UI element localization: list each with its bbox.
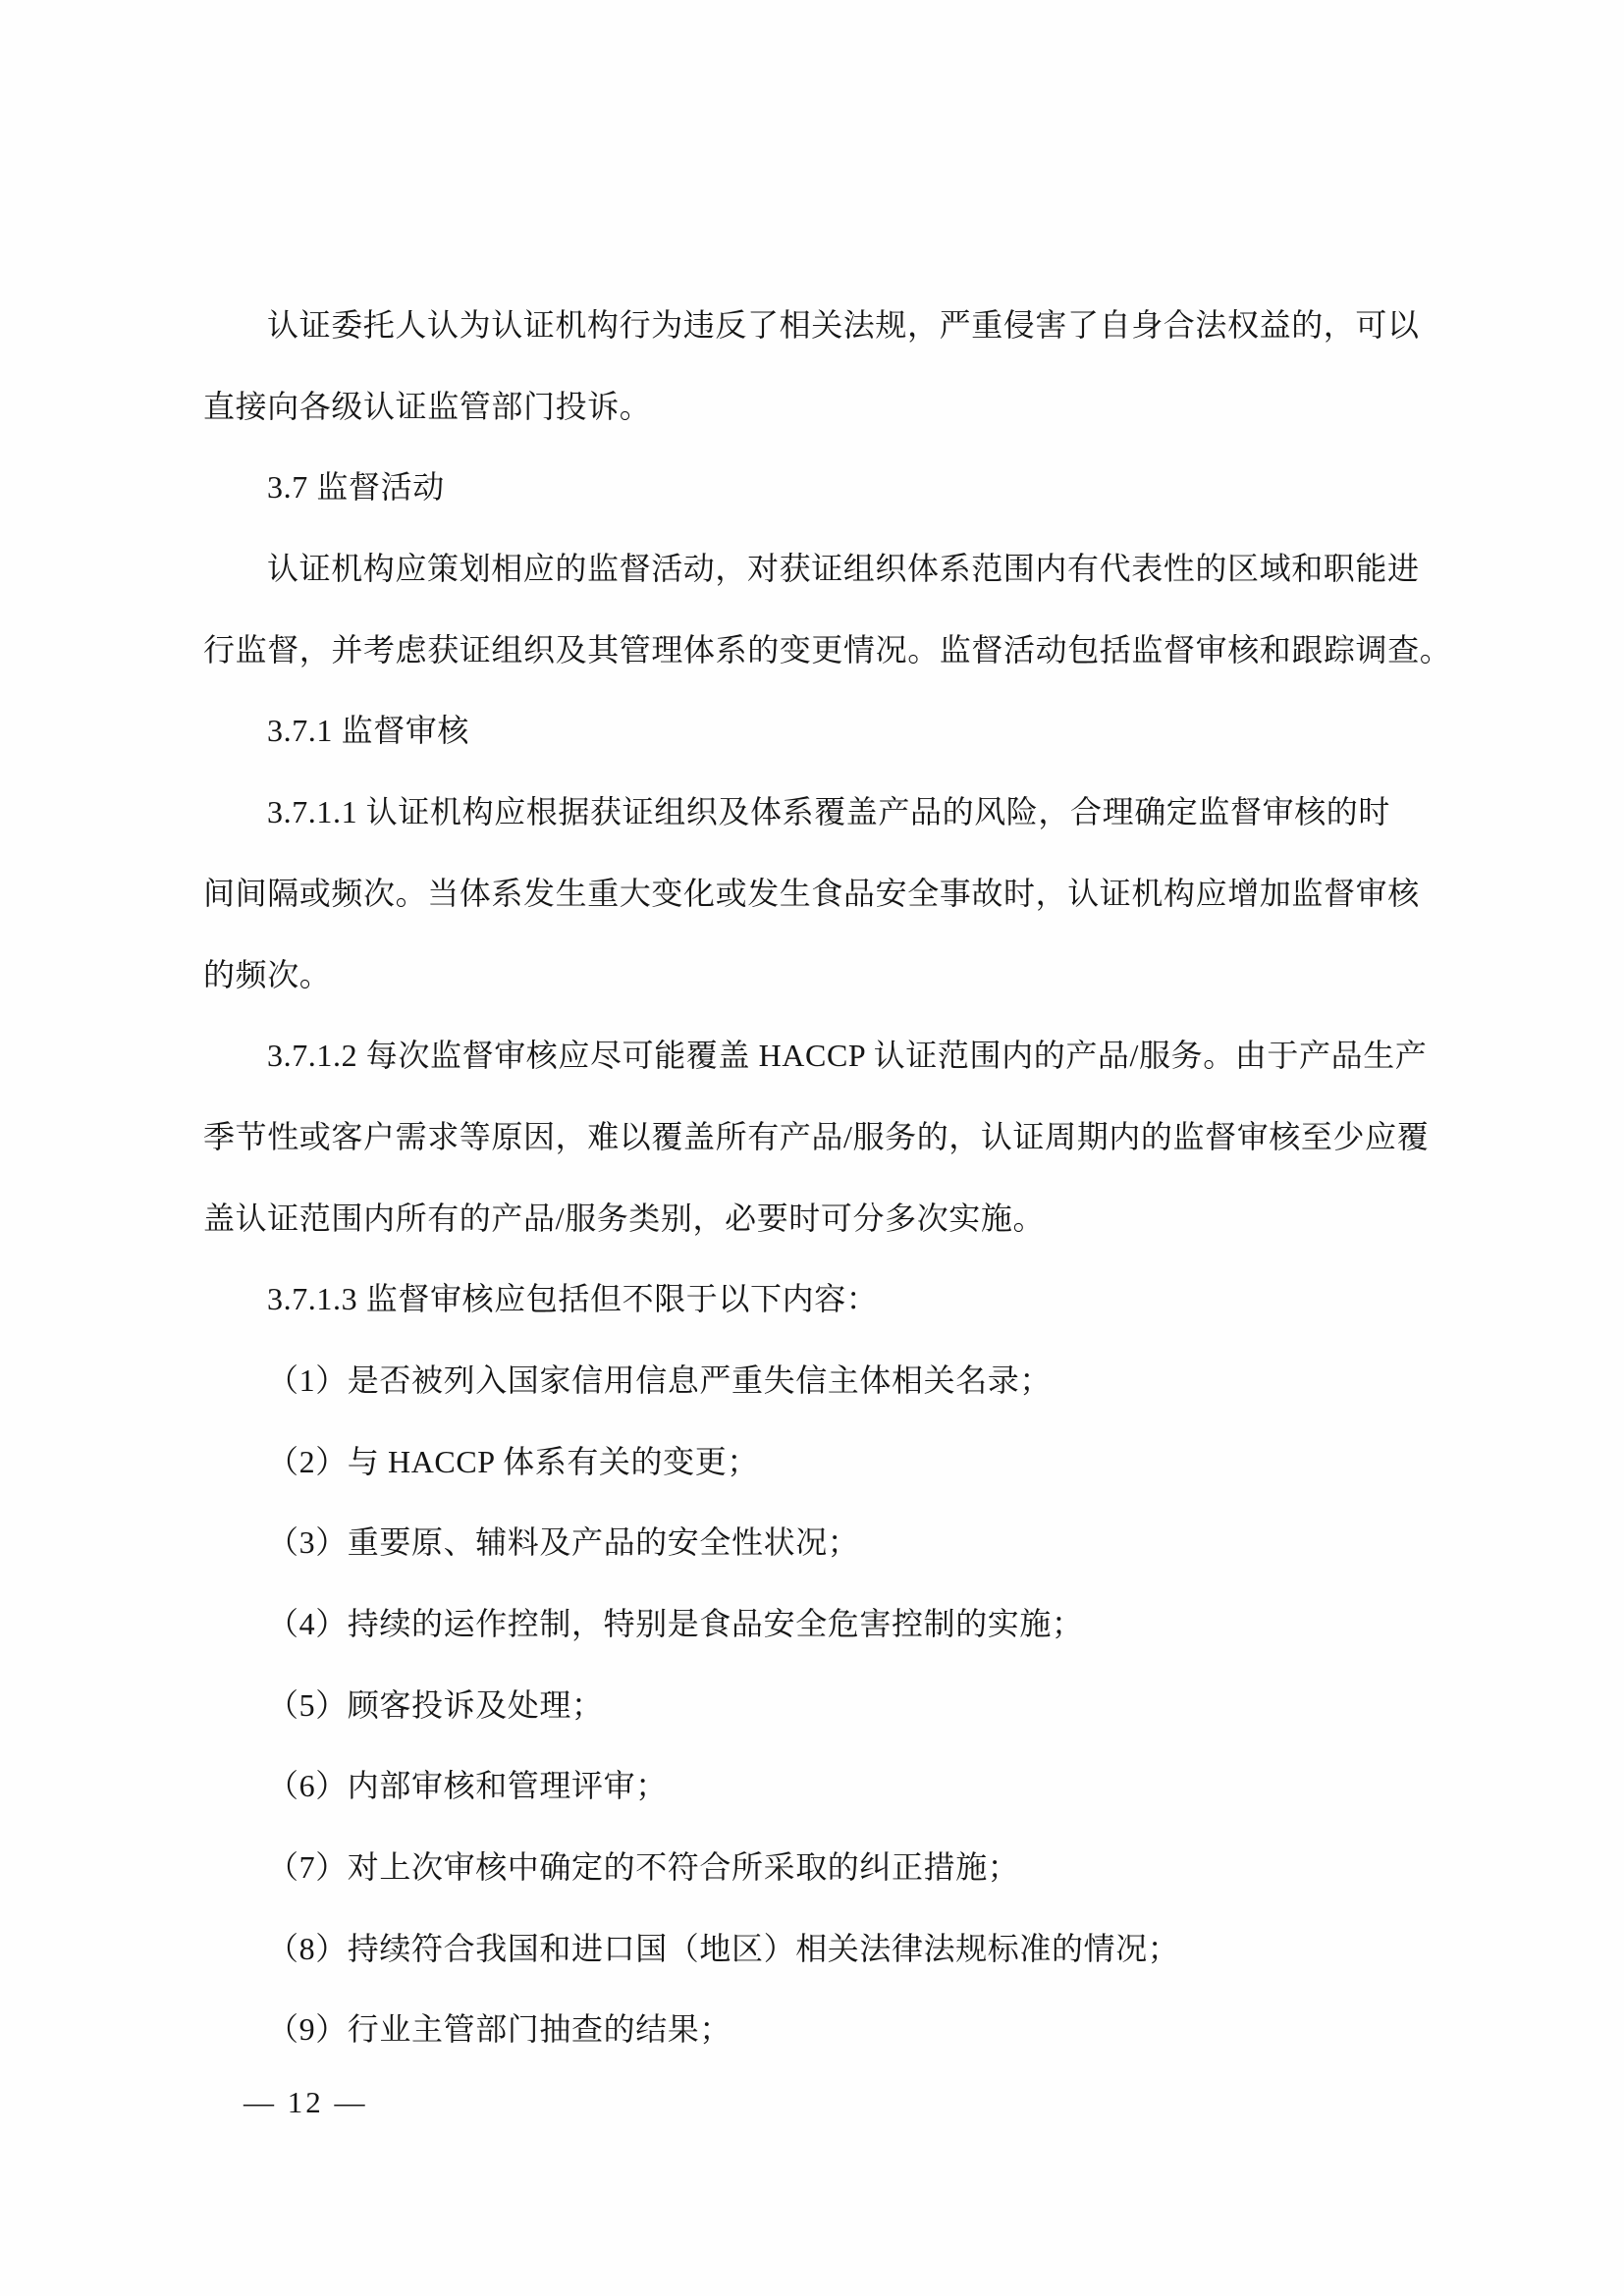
text-line: （6）内部审核和管理评审； — [267, 1768, 668, 1804]
text-line: （1）是否被列入国家信用信息严重失信主体相关名录； — [267, 1362, 1053, 1398]
text-line: （8）持续符合我国和进口国（地区）相关法律法规标准的情况； — [267, 1930, 1180, 1966]
text-line: 直接向各级认证监管部门投诉。 — [203, 388, 652, 424]
text-line: 3.7.1.3 监督审核应包括但不限于以下内容： — [267, 1281, 879, 1317]
text-line: 3.7.1 监督审核 — [267, 713, 470, 749]
text-line: 季节性或客户需求等原因，难以覆盖所有产品/服务的，认证周期内的监督审核至少应覆 — [203, 1118, 1430, 1154]
text-line: （4）持续的运作控制，特别是食品安全危害控制的实施； — [267, 1606, 1084, 1641]
text-line: 3.7.1.2 每次监督审核应尽可能覆盖 HACCP 认证范围内的产品/服务。由于产品生产 — [267, 1038, 1428, 1074]
text-line: 3.7 监督活动 — [267, 469, 445, 506]
page-number: — 12 — — [244, 2085, 368, 2119]
text-line: （2）与 HACCP 体系有关的变更； — [267, 1443, 759, 1479]
text-line: 间间隔或频次。当体系发生重大变化或发生食品安全事故时，认证机构应增加监督审核 — [203, 875, 1420, 911]
text-line: （7）对上次审核中确定的不符合所采取的纠正措施； — [267, 1849, 1020, 1886]
text-line: 的频次。 — [203, 956, 332, 992]
text-line: （3）重要原、辅料及产品的安全性状况； — [267, 1524, 860, 1561]
document-body — [203, 285, 1450, 2070]
text-line: 认证机构应策划相应的监督活动，对获证组织体系范围内有代表性的区域和职能进 — [267, 551, 1420, 587]
text-line: 3.7.1.1 认证机构应根据获证组织及体系覆盖产品的风险，合理确定监督审核的时 — [267, 794, 1391, 830]
text-line: 盖认证范围内所有的产品/服务类别，必要时可分多次实施。 — [203, 1200, 1046, 1236]
text-line: 认证委托人认为认证机构行为违反了相关法规，严重侵害了自身合法权益的，可以 — [267, 307, 1420, 343]
text-line: （9）行业主管部门抽查的结果； — [267, 2011, 732, 2048]
text-line: 行监督，并考虑获证组织及其管理体系的变更情况。监督活动包括监督审核和跟踪调查。 — [203, 631, 1452, 667]
text-line: （5）顾客投诉及处理； — [267, 1686, 604, 1723]
